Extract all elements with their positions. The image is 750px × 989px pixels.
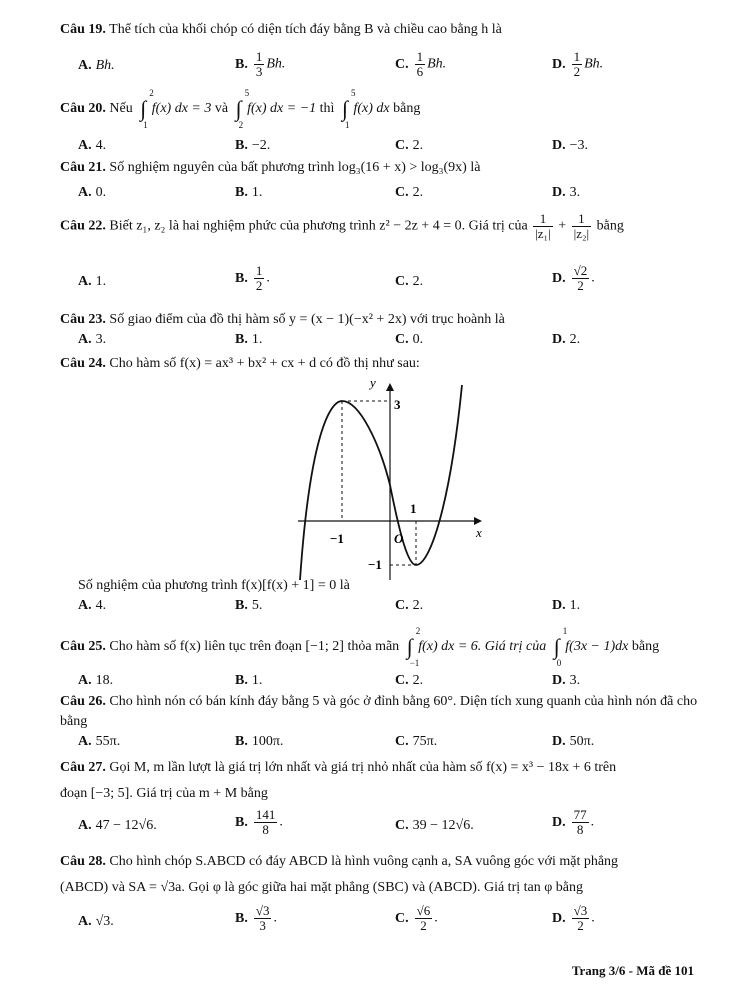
y-axis-arrow xyxy=(386,383,394,391)
option-a[interactable]: A. √3. xyxy=(78,914,114,929)
option-a[interactable]: A. 1. xyxy=(78,274,107,289)
option-b[interactable]: B. $\frac{1}{3}$ Bh. xyxy=(235,49,286,79)
option-d[interactable]: D. $\frac{√3}{2}$ . xyxy=(552,903,595,933)
question-28-line2: (ABCD) và SA = √3a. Gọi φ là góc giữa hai mặt phẳng (SBC) và (ABCD). Giá trị tan φ bằng xyxy=(60,880,584,895)
option-c[interactable]: C. 39 − 12√6. xyxy=(395,818,474,833)
question-25: Câu 25. Cho hàm số f(x) liên tục trên đoạn [−1; 2] thỏa mãn ∫ 2 −1 f(x) dx = 6. Giá trị của ∫ 1 0 f(3x − 1)dx bằng xyxy=(60,626,660,668)
option-b[interactable]: B. $\frac{√3}{3}$ . xyxy=(235,903,277,933)
question-text: Cho hình nón có bán kính đáy bằng 5 và góc ở đỉnh bằng 60°. Diện tích xung quanh của hình nón đã cho bằng xyxy=(60,694,698,729)
question-text: Số nghiệm nguyên của bất phương trình log₃(16 + x) > log₃(9x) là xyxy=(109,160,481,175)
question-text: Cho hình chóp S.ABCD có đáy ABCD là hình vuông cạnh a, SA vuông góc với mặt phẳng xyxy=(109,854,619,869)
question-number: Câu 24. xyxy=(60,356,106,371)
origin-label: O xyxy=(394,531,404,546)
ym1-label: −1 xyxy=(368,557,382,572)
page-footer: Trang 3/6 - Mã đề 101 xyxy=(571,963,694,978)
question-text: Biết z₁, z₂ là hai nghiệm phức của phương trình z² − 2z + 4 = 0. Giá trị của xyxy=(109,218,528,234)
option-c[interactable]: C. 2. xyxy=(395,598,424,613)
question-text: Gọi M, m lần lượt là giá trị lớn nhất và giá trị nhỏ nhất của hàm số f(x) = x³ − 18x + 6 trên xyxy=(109,760,617,775)
option-c[interactable]: C. $\frac{√6}{2}$ . xyxy=(395,903,438,933)
option-c[interactable]: C. 2. xyxy=(395,138,424,153)
option-c[interactable]: C. $\frac{1}{6}$ Bh. xyxy=(395,49,447,79)
question-27-line2: đoạn [−3; 5]. Giá trị của m + M bằng xyxy=(60,786,268,801)
x-axis-arrow xyxy=(474,517,482,525)
question-number: Câu 20. xyxy=(60,101,106,117)
question-text: Cho hàm số f(x) liên tục trên đoạn [−1; 2] thỏa mãn xyxy=(109,639,400,655)
option-d[interactable]: D. −3. xyxy=(552,138,589,153)
option-a[interactable]: A. 18. xyxy=(78,673,114,688)
question-text: Cho hàm số f(x) = ax³ + bx² + cx + d có đồ thị như sau: xyxy=(109,356,420,371)
option-a[interactable]: A. 47 − 12√6. xyxy=(78,818,157,833)
x-label: x xyxy=(476,525,482,540)
option-a[interactable]: A. 0. xyxy=(78,185,107,200)
option-d[interactable]: D. 1. xyxy=(552,598,581,613)
option-a[interactable]: A. 3. xyxy=(78,332,107,347)
question-number: Câu 26. xyxy=(60,694,106,709)
question-number: Câu 23. xyxy=(60,312,106,327)
question-20: Câu 20. Nếu ∫ 2 1 f(x) dx = 3 và ∫ 5 2 f(x) dx = −1 thì ∫ 5 1 f(x) dx bằng xyxy=(60,88,421,130)
option-d[interactable]: D. 3. xyxy=(552,673,581,688)
question-number: Câu 22. xyxy=(60,218,106,234)
option-c[interactable]: C. 2. xyxy=(395,673,424,688)
option-a[interactable]: A. Bh. xyxy=(78,58,115,73)
integral-sign: ∫ 2 −1 xyxy=(406,626,421,668)
question-text: Thể tích của khối chóp có diện tích đáy bằng B và chiều cao bằng h là xyxy=(109,22,502,37)
option-c[interactable]: C. 2. xyxy=(395,274,424,289)
option-c[interactable]: C. 75π. xyxy=(395,734,438,749)
option-d[interactable]: D. 2. xyxy=(552,332,581,347)
x1-label: 1 xyxy=(410,501,417,516)
option-b[interactable]: B. 1. xyxy=(235,673,263,688)
question-24 xyxy=(60,354,710,374)
question-27 xyxy=(60,758,710,778)
question-text: Số giao điểm của đồ thị hàm số y = (x − 1)(−x² + 2x) với trục hoành là xyxy=(109,312,505,327)
function-graph xyxy=(290,375,490,585)
option-c[interactable]: C. 0. xyxy=(395,332,424,347)
option-b[interactable]: B. 1. xyxy=(235,332,263,347)
option-d[interactable]: D. $\frac{1}{2}$ Bh. xyxy=(552,49,604,79)
y-label: y xyxy=(370,375,376,390)
integral-sign: ∫ 5 2 xyxy=(235,88,250,130)
option-b[interactable]: B. 100π. xyxy=(235,734,284,749)
option-b[interactable]: B. −2. xyxy=(235,138,271,153)
question-number: Câu 19. xyxy=(60,22,106,37)
option-b[interactable]: B. $\frac{1}{2}$ . xyxy=(235,263,270,293)
question-23 xyxy=(60,310,710,330)
option-d[interactable]: D. 50π. xyxy=(552,734,595,749)
integral-sign: ∫ 2 1 xyxy=(140,88,154,130)
xm1-label: −1 xyxy=(330,531,344,546)
option-c[interactable]: C. 2. xyxy=(395,185,424,200)
option-d[interactable]: D. $\frac{√2}{2}$ . xyxy=(552,263,595,293)
question-21 xyxy=(60,158,710,178)
question-number: Câu 27. xyxy=(60,760,106,775)
option-a[interactable]: A. 4. xyxy=(78,138,107,153)
cubic-curve xyxy=(300,385,462,580)
option-a[interactable]: A. 4. xyxy=(78,598,107,613)
option-d[interactable]: D. 3. xyxy=(552,185,581,200)
question-28 xyxy=(60,852,710,872)
question-22: Câu 22. Biết z₁, z₂ là hai nghiệm phức của phương trình z² − 2z + 4 = 0. Giá trị của $\frac{1}{\text{|z₁|}}$ + $\frac{1}{\text{|z₂|}}$ bằng xyxy=(60,211,624,241)
option-d[interactable]: D. $\frac{77}{8}$ . xyxy=(552,807,595,837)
question-number: Câu 28. xyxy=(60,854,106,869)
integral-sign: ∫ 5 1 xyxy=(341,88,356,130)
question-number: Câu 25. xyxy=(60,639,106,655)
question-19 xyxy=(60,20,710,40)
question-number: Câu 21. xyxy=(60,160,106,175)
question-24-caption: Số nghiệm của phương trình f(x)[f(x) + 1] = 0 là xyxy=(78,578,350,593)
option-a[interactable]: A. 55π. xyxy=(78,734,121,749)
option-b[interactable]: B. 1. xyxy=(235,185,263,200)
option-b[interactable]: B. 5. xyxy=(235,598,263,613)
y3-label: 3 xyxy=(394,397,401,412)
question-26 xyxy=(60,692,710,732)
integral-sign: ∫ 1 0 xyxy=(553,626,568,668)
option-b[interactable]: B. $\frac{141}{8}$ . xyxy=(235,807,283,837)
